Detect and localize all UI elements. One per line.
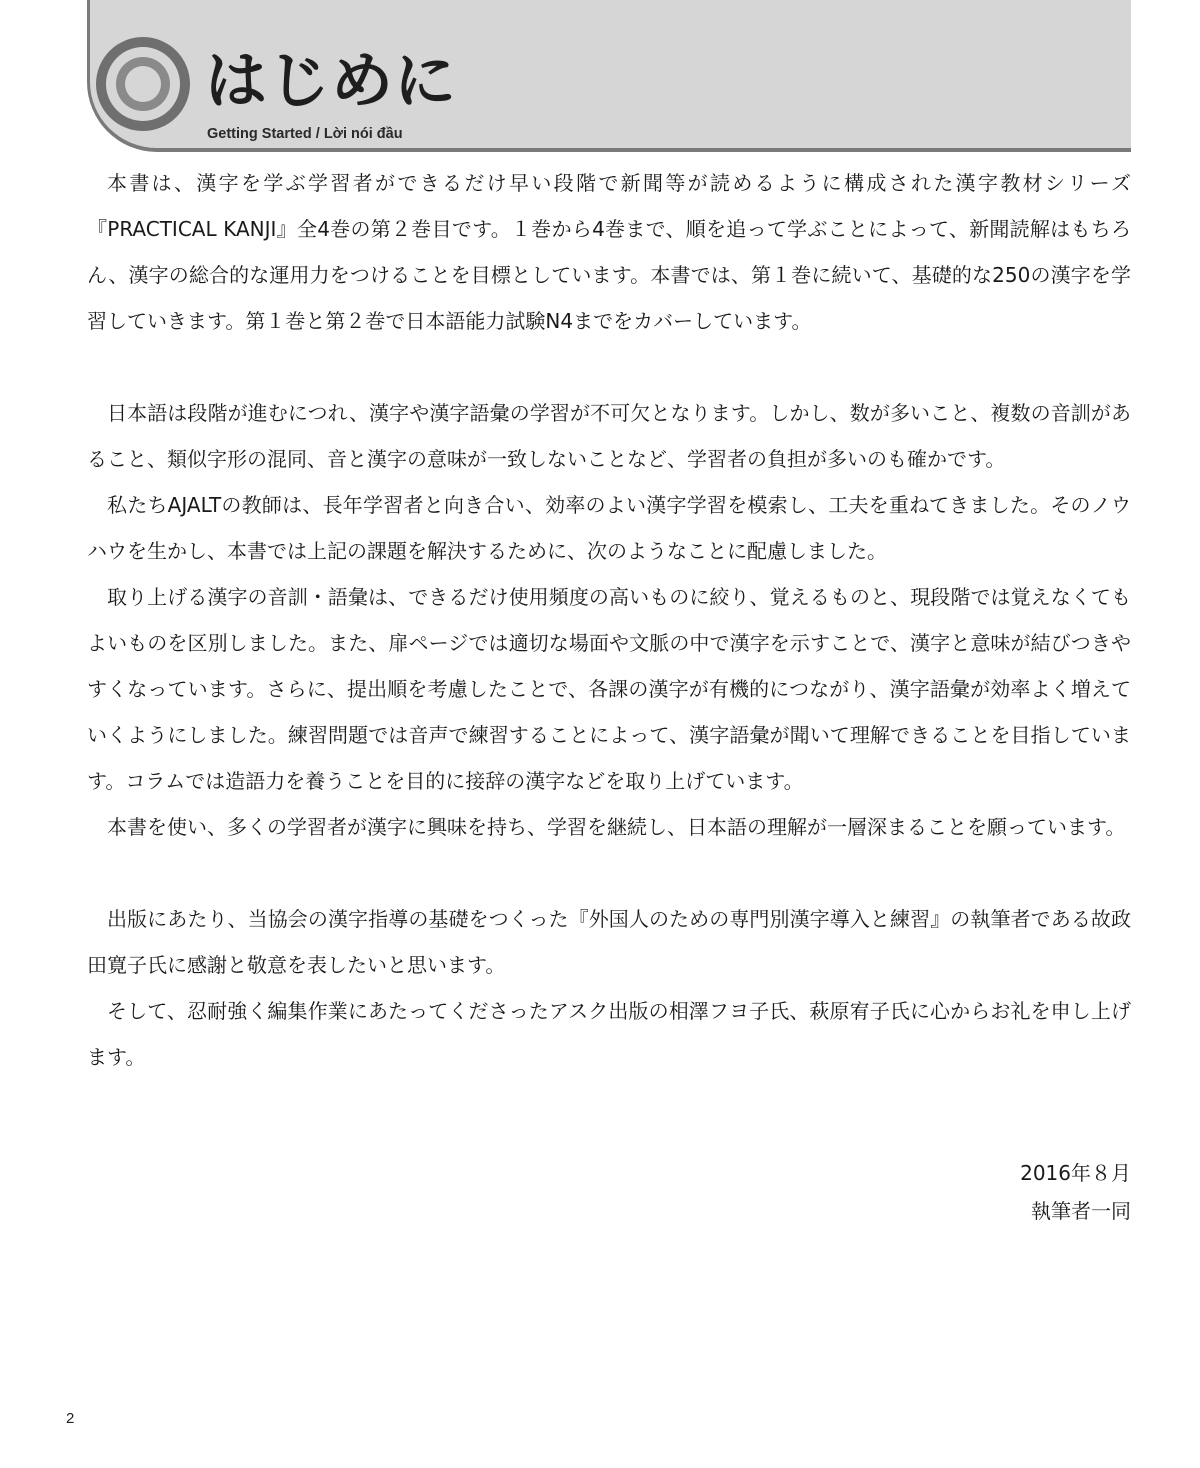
date: 2016年８月 (1020, 1161, 1131, 1185)
paragraph-thanks-ask: そして、忍耐強く編集作業にあたってくださったアスク出版の相澤フヨ子氏、萩原宥子氏に心からお礼を申し上げます。 (87, 999, 1131, 1069)
paragraph-challenges: 日本語は段階が進むにつれ、漢字や漢字語彙の学習が不可欠となります。しかし、数が多いこと、複数の音訓があること、類似字形の混同、音と漢字の意味が一致しないことなど、学習者の負担が多いのも確かです。 (87, 401, 1131, 471)
paragraph-features: 取り上げる漢字の音訓・語彙は、できるだけ使用頻度の高いものに絞り、覚えるものと、現段階では覚えなくてもよいものを区別しました。また、扉ページでは適切な場面や文脈の中で漢字を示すことで、漢字と意味が結びつきやすくなっています。さらに、提出順を考慮したことで、各課の漢字が有機的につながり、漢字語彙が効率よく増えていくようにしました。練習問題では音声で練習することによって、漢字語彙が聞いて理解できることを目指しています。コラムでは造語力を養うことを目的に接辞の漢字などを取り上げています。 (87, 585, 1131, 793)
circle-core (125, 66, 161, 102)
paragraph-hope: 本書を使い、多くの学習者が漢字に興味を持ち、学習を継続し、日本語の理解が一層深まることを願っています。 (107, 815, 1126, 839)
page-number: 2 (66, 1410, 75, 1427)
concentric-circle-icon (96, 37, 190, 131)
circle-ring-inner (116, 57, 170, 111)
paragraph-intro: 本書は、漢字を学ぶ学習者ができるだけ早い段階で新聞等が読めるように構成された漢字教材シリーズ『PRACTICAL KANJI』全4巻の第２巻目です。１巻から4巻まで、順を追って学ぶことによって、新聞読解はもちろん、漢字の総合的な運用力をつけることを目標としています。本書では、第１巻に続いて、基礎的な250の漢字を学習していきます。第１巻と第２巻で日本語能力試験N4までをカバーしています。 (87, 171, 1131, 333)
circle-ring-middle (106, 47, 180, 121)
paragraph-thanks-masada: 出版にあたり、当協会の漢字指導の基礎をつくった『外国人のための専門別漢字導入と練習』の執筆者である故政田寛子氏に感謝と敬意を表したいと思います。 (87, 907, 1131, 977)
paragraph-ajalt: 私たちAJALTの教師は、長年学習者と向き合い、効率のよい漢字学習を模索し、工夫を重ねてきました。そのノウハウを生かし、本書では上記の課題を解決するために、次のようなことに配慮しました。 (87, 493, 1131, 563)
page-subtitle: Getting Started / Lời nói đầu (207, 126, 403, 142)
page-title: はじめに (205, 44, 458, 117)
signature: 執筆者一同 (1031, 1199, 1131, 1223)
body-text (87, 160, 1131, 1080)
